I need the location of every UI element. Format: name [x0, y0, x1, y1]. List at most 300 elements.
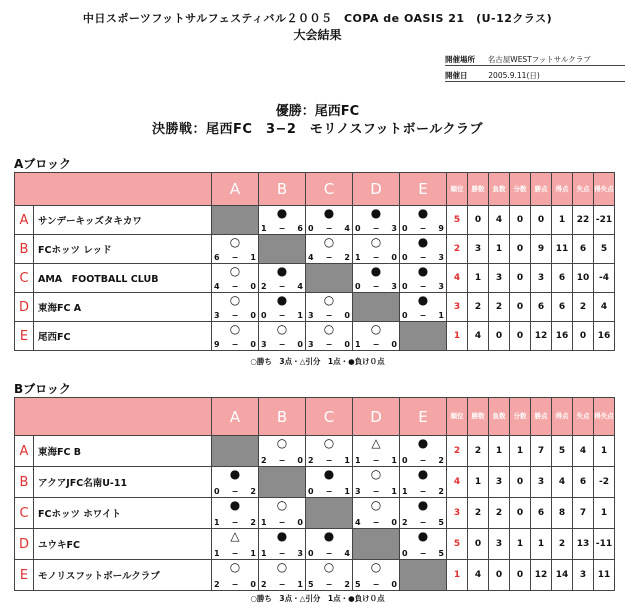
self-match-cell [353, 293, 400, 322]
match-score [214, 311, 256, 320]
win-mark-icon: ○ [370, 235, 382, 249]
goals-for: 3 [261, 340, 267, 349]
match-score [214, 253, 256, 262]
stat-header-6 [573, 173, 594, 206]
block-a-legend: ○勝ち 3点・△引分 1点・●負け０点 [250, 357, 385, 366]
header-row [15, 398, 615, 436]
goals-for: 0 [308, 487, 314, 496]
goals-against: 0 [250, 282, 256, 291]
win-mark-icon: ○ [370, 322, 382, 336]
lose-mark-icon: ● [276, 264, 288, 278]
team-name: FCホッツ レッド [34, 235, 212, 264]
goals-for: 0 [214, 487, 220, 496]
goals-against: 1 [391, 487, 397, 496]
match-result-cell [259, 498, 306, 529]
stat-value: 0 [510, 560, 531, 591]
goals-for: 2 [261, 580, 267, 589]
date-underline [445, 81, 625, 82]
win-mark-icon: ○ [370, 498, 382, 512]
match-score [261, 340, 303, 349]
stat-value: 0 [531, 206, 552, 235]
match-score [308, 580, 350, 589]
column-header-b: B [259, 173, 306, 206]
score-dash: − [419, 253, 427, 262]
stat-header-0 [447, 173, 468, 206]
goals-for: 3 [308, 311, 314, 320]
stat-value: 10 [573, 264, 594, 293]
score-dash: − [278, 456, 286, 465]
lose-mark-icon: ● [370, 206, 382, 220]
lose-mark-icon: ● [276, 206, 288, 220]
row-letter: C [15, 264, 34, 293]
stat-value: 2 [468, 293, 489, 322]
match-result-cell [400, 206, 447, 235]
score-dash: − [419, 518, 427, 527]
win-mark-icon: ○ [276, 560, 288, 574]
match-score [214, 580, 256, 589]
match-result-cell [259, 322, 306, 351]
self-match-cell [212, 436, 259, 467]
rank-value: 4 [447, 467, 468, 498]
win-mark-icon: ○ [276, 498, 288, 512]
goals-for: 1 [355, 340, 361, 349]
score-dash: − [372, 456, 380, 465]
stat-value: 2 [552, 529, 573, 560]
stat-value: 13 [573, 529, 594, 560]
self-match-cell [259, 467, 306, 498]
team-row [15, 235, 615, 264]
stat-value: 0 [510, 264, 531, 293]
lose-mark-icon: ● [417, 498, 429, 512]
goals-for: 1 [402, 487, 408, 496]
score-dash: − [278, 224, 286, 233]
goals-for: 9 [214, 340, 220, 349]
win-mark-icon: ○ [229, 235, 241, 249]
stat-header-label: 順位 [450, 412, 464, 420]
match-result-cell [259, 264, 306, 293]
score-dash: − [372, 518, 380, 527]
match-score [402, 456, 444, 465]
stat-header-2 [489, 173, 510, 206]
match-score [261, 549, 303, 558]
match-score [402, 282, 444, 291]
score-dash: − [372, 580, 380, 589]
team-name: 東海FC A [34, 293, 212, 322]
match-result-cell [400, 498, 447, 529]
stat-header-label: 失点 [576, 412, 590, 420]
goals-against: 2 [344, 580, 350, 589]
match-score [261, 456, 303, 465]
goals-against: 4 [344, 549, 350, 558]
stat-header-label: 順位 [450, 184, 464, 193]
row-letter: E [15, 322, 34, 351]
match-result-cell [400, 529, 447, 560]
match-result-cell [306, 235, 353, 264]
match-result-cell [212, 498, 259, 529]
lose-mark-icon: ● [417, 467, 429, 481]
match-score [214, 518, 256, 527]
goals-against: 4 [344, 224, 350, 233]
match-result-cell [259, 206, 306, 235]
goals-against: 5 [438, 518, 444, 527]
column-header-e: E [400, 398, 447, 436]
stat-value: 12 [531, 560, 552, 591]
team-row [15, 529, 615, 560]
match-score [214, 340, 256, 349]
stat-header-3 [510, 398, 531, 436]
score-dash: − [419, 549, 427, 558]
win-mark-icon: ○ [229, 560, 241, 574]
lose-mark-icon: ● [229, 498, 241, 512]
date-value: 2005.9.11(日) [488, 71, 540, 80]
rank-value: 3 [447, 293, 468, 322]
goals-for: 1 [355, 456, 361, 465]
win-mark-icon: ○ [229, 293, 241, 307]
goals-against: 0 [391, 518, 397, 527]
score-dash: − [419, 487, 427, 496]
goals-for: 4 [308, 253, 314, 262]
win-mark-icon: ○ [370, 467, 382, 481]
match-score [402, 487, 444, 496]
row-letter: A [15, 436, 34, 467]
stat-value: 6 [552, 293, 573, 322]
stat-header-label: 分数 [513, 412, 527, 420]
stat-value: 3 [489, 529, 510, 560]
stat-value: 5 [594, 235, 615, 264]
score-dash: − [372, 487, 380, 496]
goals-against: 2 [250, 518, 256, 527]
match-result-cell [259, 529, 306, 560]
stat-value: 6 [573, 467, 594, 498]
stat-value: 0 [573, 322, 594, 351]
match-result-cell [400, 264, 447, 293]
match-result-cell [212, 322, 259, 351]
goals-for: 0 [402, 253, 408, 262]
score-dash: − [372, 224, 380, 233]
stat-value: 1 [594, 436, 615, 467]
match-score [355, 253, 397, 262]
score-dash: − [325, 311, 333, 320]
row-letter: E [15, 560, 34, 591]
win-mark-icon: ○ [229, 322, 241, 336]
score-dash: − [231, 282, 239, 291]
block-b-label: Bブロック [14, 382, 71, 396]
team-name: サンデーキッズタキカワ [34, 206, 212, 235]
stat-value: 11 [552, 235, 573, 264]
score-dash: − [325, 340, 333, 349]
goals-against: 1 [250, 549, 256, 558]
match-result-cell [212, 264, 259, 293]
stat-value: 4 [573, 436, 594, 467]
stat-header-5 [552, 398, 573, 436]
lose-mark-icon: ● [417, 206, 429, 220]
stat-value: 1 [489, 436, 510, 467]
stat-header-label: 勝数 [471, 412, 485, 420]
lose-mark-icon: ● [417, 436, 429, 450]
win-mark-icon: ○ [323, 322, 335, 336]
match-score [308, 311, 350, 320]
stat-value: 8 [552, 498, 573, 529]
stat-value: 12 [531, 322, 552, 351]
goals-for: 4 [214, 282, 220, 291]
goals-against: 1 [438, 311, 444, 320]
goals-for: 1 [261, 224, 267, 233]
stat-value: 16 [552, 322, 573, 351]
goals-against: 1 [297, 311, 303, 320]
row-letter: D [15, 529, 34, 560]
stat-value: 16 [594, 322, 615, 351]
match-score [308, 549, 350, 558]
match-score [261, 518, 303, 527]
score-dash: − [278, 549, 286, 558]
column-header-a: A [212, 398, 259, 436]
block-a-table [14, 172, 615, 351]
goals-against: 1 [391, 456, 397, 465]
match-score [308, 340, 350, 349]
win-mark-icon: ○ [370, 560, 382, 574]
final-result-text: 決勝戦：尾西FC 3−2 モリノスフットボールクラブ [152, 122, 483, 137]
stat-value: 0 [510, 235, 531, 264]
team-row [15, 467, 615, 498]
match-score [261, 311, 303, 320]
match-score [214, 487, 256, 496]
goals-against: 0 [344, 340, 350, 349]
row-letter: B [15, 235, 34, 264]
stat-value: 4 [594, 293, 615, 322]
goals-against: 1 [250, 253, 256, 262]
date-label: 開催日 [445, 71, 468, 80]
stat-value: 3 [573, 560, 594, 591]
team-name: AMA FOOTBALL CLUB [34, 264, 212, 293]
row-letter: D [15, 293, 34, 322]
goals-for: 0 [355, 224, 361, 233]
goals-for: 2 [402, 518, 408, 527]
stat-value: -11 [594, 529, 615, 560]
lose-mark-icon: ● [417, 264, 429, 278]
lose-mark-icon: ● [276, 529, 288, 543]
stat-header-label: 得点 [555, 184, 569, 193]
stat-value: 4 [468, 322, 489, 351]
event-title: 中日スポーツフットサルフェスティバル２００５ COPA de OASIS 21 (U-12クラス) [82, 12, 553, 25]
column-header-d: D [353, 173, 400, 206]
team-name: アクアJFC名南U-11 [34, 467, 212, 498]
stat-value: 9 [531, 235, 552, 264]
stat-value: 4 [552, 467, 573, 498]
goals-against: 0 [250, 311, 256, 320]
goals-for: 0 [402, 282, 408, 291]
stat-header-label: 勝数 [471, 184, 485, 193]
match-result-cell [353, 322, 400, 351]
score-dash: − [278, 340, 286, 349]
stat-header-label: 失点 [576, 184, 590, 193]
match-score [308, 487, 350, 496]
team-name: モノリスフットボールクラブ [34, 560, 212, 591]
stat-value: 4 [489, 206, 510, 235]
match-result-cell [259, 436, 306, 467]
goals-against: 0 [250, 340, 256, 349]
goals-against: 6 [297, 224, 303, 233]
rank-value: 2 [447, 436, 468, 467]
champion-text: 優勝：尾西FC [275, 104, 360, 119]
goals-against: 3 [438, 253, 444, 262]
stat-header-label: 分数 [513, 184, 527, 193]
team-name: FCホッツ ホワイト [34, 498, 212, 529]
match-result-cell [306, 293, 353, 322]
score-dash: − [231, 487, 239, 496]
match-result-cell [212, 467, 259, 498]
match-result-cell [259, 293, 306, 322]
match-score [402, 518, 444, 527]
score-dash: − [278, 518, 286, 527]
score-dash: − [278, 580, 286, 589]
goals-for: 5 [308, 580, 314, 589]
goals-against: 2 [438, 487, 444, 496]
stat-value: 3 [489, 264, 510, 293]
goals-against: 3 [438, 282, 444, 291]
draw-mark-icon: △ [230, 529, 240, 543]
stat-value: 0 [510, 467, 531, 498]
goals-for: 2 [261, 282, 267, 291]
column-header-b: B [259, 398, 306, 436]
match-score [214, 282, 256, 291]
venue-value: 名古屋WESTフットサルクラブ [487, 55, 591, 64]
stat-header-label: 勝点 [534, 184, 548, 193]
stat-value: 0 [468, 529, 489, 560]
stat-value: 22 [573, 206, 594, 235]
goals-for: 2 [261, 456, 267, 465]
team-name: 東海FC B [34, 436, 212, 467]
date-info [445, 70, 540, 81]
goals-for: 1 [214, 549, 220, 558]
stat-value: 2 [468, 498, 489, 529]
goals-for: 1 [214, 518, 220, 527]
win-mark-icon: ○ [276, 322, 288, 336]
team-row [15, 498, 615, 529]
stat-header-label: 得点 [555, 412, 569, 420]
match-score [261, 224, 303, 233]
match-score [402, 549, 444, 558]
goals-against: 2 [250, 487, 256, 496]
goals-for: 0 [261, 311, 267, 320]
column-header-a: A [212, 173, 259, 206]
match-result-cell [353, 264, 400, 293]
row-letter: A [15, 206, 34, 235]
score-dash: − [231, 311, 239, 320]
lose-mark-icon: ● [417, 293, 429, 307]
match-result-cell [400, 235, 447, 264]
row-letter: C [15, 498, 34, 529]
team-row [15, 264, 615, 293]
stat-value: 3 [531, 264, 552, 293]
score-dash: − [231, 580, 239, 589]
stat-value: 2 [489, 293, 510, 322]
stat-header-label: 勝点 [534, 412, 548, 420]
goals-against: 0 [391, 580, 397, 589]
match-result-cell [353, 560, 400, 591]
match-result-cell [212, 235, 259, 264]
goals-against: 0 [250, 580, 256, 589]
self-match-cell [400, 560, 447, 591]
goals-against: 3 [391, 224, 397, 233]
stat-value: 0 [489, 560, 510, 591]
goals-for: 1 [355, 253, 361, 262]
match-score [355, 456, 397, 465]
match-result-cell [400, 293, 447, 322]
score-dash: − [372, 340, 380, 349]
header-team-cell [15, 173, 212, 206]
goals-for: 3 [308, 340, 314, 349]
score-dash: − [325, 253, 333, 262]
score-dash: − [325, 487, 333, 496]
stat-value: 0 [510, 322, 531, 351]
stat-value: -21 [594, 206, 615, 235]
goals-for: 0 [308, 549, 314, 558]
lose-mark-icon: ● [229, 467, 241, 481]
goals-for: 1 [261, 518, 267, 527]
stat-value: 1 [510, 529, 531, 560]
match-result-cell [306, 529, 353, 560]
goals-against: 0 [391, 340, 397, 349]
goals-against: 0 [297, 518, 303, 527]
score-dash: − [231, 340, 239, 349]
match-result-cell [212, 529, 259, 560]
stat-value: 1 [552, 206, 573, 235]
goals-against: 1 [344, 487, 350, 496]
block-b-legend: ○勝ち 3点・△引分 1点・●負け０点 [250, 594, 385, 603]
venue-underline [445, 65, 625, 66]
self-match-cell [259, 235, 306, 264]
team-row [15, 293, 615, 322]
header-row [15, 173, 615, 206]
goals-against: 0 [344, 311, 350, 320]
goals-against: 0 [297, 340, 303, 349]
win-mark-icon: ○ [323, 560, 335, 574]
stat-value: 2 [468, 436, 489, 467]
goals-against: 4 [297, 282, 303, 291]
score-dash: − [278, 311, 286, 320]
stat-header-label: 得失点 [594, 184, 614, 193]
stat-value: 5 [552, 436, 573, 467]
match-result-cell [212, 293, 259, 322]
column-header-d: D [353, 398, 400, 436]
stat-value: 2 [573, 293, 594, 322]
team-name: ユウキFC [34, 529, 212, 560]
stat-header-4 [531, 173, 552, 206]
lose-mark-icon: ● [417, 235, 429, 249]
goals-for: 1 [261, 549, 267, 558]
match-result-cell [353, 436, 400, 467]
stat-header-label: 負数 [492, 184, 506, 193]
stat-value: 1 [468, 467, 489, 498]
stat-header-3 [510, 173, 531, 206]
score-dash: − [325, 224, 333, 233]
score-dash: − [231, 549, 239, 558]
goals-for: 2 [308, 456, 314, 465]
stat-value: 4 [468, 560, 489, 591]
win-mark-icon: ○ [323, 436, 335, 450]
self-match-cell [400, 322, 447, 351]
stat-header-label: 得失点 [594, 412, 614, 420]
venue-info [445, 54, 591, 65]
stat-value: 1 [468, 264, 489, 293]
match-result-cell [400, 467, 447, 498]
rank-value: 2 [447, 235, 468, 264]
rank-value: 4 [447, 264, 468, 293]
goals-against: 1 [344, 456, 350, 465]
match-score [355, 580, 397, 589]
match-score [355, 487, 397, 496]
goals-against: 3 [391, 282, 397, 291]
